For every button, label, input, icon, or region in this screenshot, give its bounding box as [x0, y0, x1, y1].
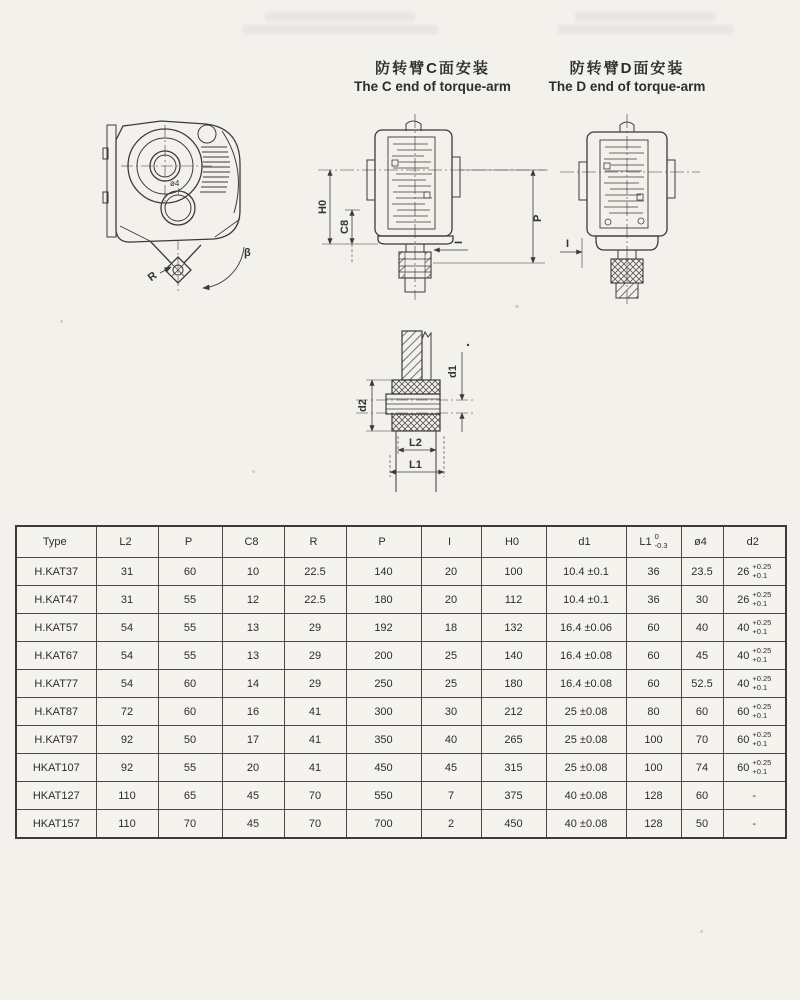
table-cell: 25 — [421, 670, 481, 698]
cell-value-with-tolerance — [505, 536, 522, 548]
tolerance-lower: +0.1 — [752, 682, 768, 692]
table-cell: 300 — [346, 698, 421, 726]
table-cell: 16.4 ±0.08 — [546, 642, 626, 670]
table-cell: 40 ±0.08 — [546, 810, 626, 839]
column-header — [421, 526, 481, 558]
tolerance-lower: +0.1 — [752, 766, 768, 776]
column-header — [723, 526, 786, 558]
tolerance-stack — [752, 563, 771, 580]
cell-value-with-tolerance — [737, 759, 771, 776]
table-cell: 80 — [626, 698, 681, 726]
table-cell: 16.4 ±0.08 — [546, 670, 626, 698]
table-cell: 54 — [96, 642, 158, 670]
tolerance-lower: -0.3 — [654, 541, 668, 550]
tolerance-stack — [752, 619, 771, 636]
cell-main-value: P — [378, 536, 386, 548]
table-row — [16, 670, 786, 698]
scan-speck — [700, 930, 703, 933]
dim-label-d-i: I — [566, 238, 570, 250]
table-cell: 25 ±0.08 — [546, 754, 626, 782]
table-cell: 100 — [481, 558, 546, 586]
tolerance-lower: +0.1 — [752, 570, 768, 580]
cell-value-with-tolerance — [244, 536, 261, 548]
table-cell: - — [723, 810, 786, 839]
cell-main-value: 40 — [737, 677, 750, 690]
tolerance-upper: +0.25 — [752, 617, 772, 627]
dim-label-c-p: P — [532, 214, 544, 222]
cell-main-value: ø4 — [694, 536, 707, 548]
column-header — [158, 526, 222, 558]
cell-main-value: H0 — [504, 536, 520, 548]
cell-main-value: d2 — [746, 536, 759, 548]
table-cell: 54 — [96, 614, 158, 642]
column-header — [284, 526, 346, 558]
column-header — [16, 526, 96, 558]
table-cell: 70 — [284, 810, 346, 839]
table-cell: 20 — [421, 586, 481, 614]
table-cell: 25 ±0.08 — [546, 726, 626, 754]
table-cell: HKAT127 — [16, 782, 96, 810]
table-cell — [723, 558, 786, 586]
table-cell: 265 — [481, 726, 546, 754]
cell-value-with-tolerance — [310, 536, 321, 548]
table-cell: 375 — [481, 782, 546, 810]
table-cell: 16 — [222, 698, 284, 726]
cell-main-value: d1 — [578, 536, 591, 548]
table-cell: 31 — [96, 558, 158, 586]
table-cell: 450 — [481, 810, 546, 839]
cell-main-value: C8 — [244, 536, 259, 548]
table-cell: 70 — [681, 726, 723, 754]
column-header — [96, 526, 158, 558]
cell-value-with-tolerance — [578, 536, 593, 548]
tolerance-upper: +0.25 — [752, 589, 772, 599]
cell-value-with-tolerance — [185, 536, 195, 548]
table-cell: 50 — [158, 726, 222, 754]
scan-speck — [252, 470, 255, 473]
table-cell: 700 — [346, 810, 421, 839]
table-cell: 60 — [158, 558, 222, 586]
table-row — [16, 782, 786, 810]
cell-value-with-tolerance — [737, 563, 771, 580]
table-cell: H.KAT47 — [16, 586, 96, 614]
table-cell: 92 — [96, 726, 158, 754]
tolerance-stack — [655, 533, 668, 550]
cell-main-value: 26 — [737, 565, 750, 578]
dim-label-r: R — [145, 269, 160, 284]
table-cell: 60 — [158, 698, 222, 726]
table-row — [16, 754, 786, 782]
table-cell: 55 — [158, 642, 222, 670]
table-cell: H.KAT67 — [16, 642, 96, 670]
tolerance-upper: 0 — [654, 532, 659, 542]
scan-speck — [60, 320, 63, 323]
tolerance-stack — [752, 591, 771, 608]
table-cell: 70 — [284, 782, 346, 810]
table-cell: H.KAT97 — [16, 726, 96, 754]
table-cell: 110 — [96, 782, 158, 810]
title-c-end-en: The C end of torque-arm — [354, 79, 511, 94]
cell-main-value: L1 — [639, 536, 652, 548]
table-cell: 55 — [158, 586, 222, 614]
table-cell: 36 — [626, 586, 681, 614]
table-cell: 10.4 ±0.1 — [546, 558, 626, 586]
table-cell: 128 — [626, 782, 681, 810]
tolerance-lower: +0.1 — [752, 738, 768, 748]
dimension-table — [15, 525, 787, 839]
table-cell: 10 — [222, 558, 284, 586]
column-header — [481, 526, 546, 558]
table-cell: 315 — [481, 754, 546, 782]
table-cell — [723, 614, 786, 642]
cell-value-with-tolerance — [43, 536, 70, 548]
table-cell: 550 — [346, 782, 421, 810]
dim-label-c-i: I — [453, 240, 465, 244]
table-cell: 192 — [346, 614, 421, 642]
title-c-end-zh: 防转臂C面安装 — [375, 60, 490, 77]
table-cell: 72 — [96, 698, 158, 726]
table-cell — [723, 586, 786, 614]
dim-label-l1: L1 — [409, 459, 422, 471]
column-header — [681, 526, 723, 558]
table-row — [16, 726, 786, 754]
table-row — [16, 586, 786, 614]
table-cell: 29 — [284, 642, 346, 670]
table-cell: 60 — [681, 698, 723, 726]
table-cell: 41 — [284, 754, 346, 782]
dim-label-d2: d2 — [357, 399, 369, 412]
table-cell — [723, 754, 786, 782]
table-cell: 112 — [481, 586, 546, 614]
cell-main-value: P — [184, 536, 193, 548]
column-header — [346, 526, 421, 558]
tolerance-upper: +0.25 — [752, 729, 772, 739]
table-cell: 60 — [626, 670, 681, 698]
c-end-view-drawing — [317, 114, 548, 300]
tolerance-lower: +0.1 — [752, 710, 768, 720]
cell-main-value: R — [309, 536, 318, 548]
table-cell: 55 — [158, 614, 222, 642]
table-cell: 10.4 ±0.1 — [546, 586, 626, 614]
dimension-table-body — [16, 558, 786, 839]
cell-value-with-tolerance — [737, 591, 771, 608]
cell-value-with-tolerance — [737, 731, 771, 748]
table-cell: 110 — [96, 810, 158, 839]
tolerance-lower: +0.1 — [752, 654, 768, 664]
cell-value-with-tolerance — [737, 703, 771, 720]
tolerance-upper: +0.25 — [752, 673, 772, 683]
cell-main-value: L2 — [119, 536, 132, 548]
table-cell: 18 — [421, 614, 481, 642]
table-cell: 25 — [421, 642, 481, 670]
table-cell: 25 ±0.08 — [546, 698, 626, 726]
table-row — [16, 810, 786, 839]
table-cell: 65 — [158, 782, 222, 810]
table-cell: H.KAT37 — [16, 558, 96, 586]
table-row — [16, 558, 786, 586]
table-cell: 54 — [96, 670, 158, 698]
cell-value-with-tolerance — [737, 619, 771, 636]
table-cell: 40 ±0.08 — [546, 782, 626, 810]
table-cell: 100 — [626, 726, 681, 754]
dim-label-c8: C8 — [339, 219, 351, 234]
cell-value-with-tolerance — [737, 647, 771, 664]
table-cell — [723, 670, 786, 698]
table-cell: 45 — [222, 810, 284, 839]
table-cell: 20 — [222, 754, 284, 782]
shaft-detail-drawing — [356, 331, 474, 492]
table-cell: H.KAT57 — [16, 614, 96, 642]
tolerance-upper: +0.25 — [752, 561, 772, 571]
table-cell: 41 — [284, 698, 346, 726]
scan-speck — [515, 305, 519, 308]
header-row — [16, 526, 786, 558]
cell-main-value: 26 — [737, 593, 750, 606]
table-row — [16, 698, 786, 726]
cell-value-with-tolerance — [639, 533, 667, 550]
table-cell: H.KAT87 — [16, 698, 96, 726]
table-cell: 100 — [626, 754, 681, 782]
tolerance-stack — [752, 675, 771, 692]
table-cell: H.KAT77 — [16, 670, 96, 698]
table-cell: 55 — [158, 754, 222, 782]
table-cell: 16.4 ±0.06 — [546, 614, 626, 642]
table-cell: HKAT107 — [16, 754, 96, 782]
dim-label-l2: L2 — [409, 437, 422, 449]
title-d-end-zh: 防转臂D面安装 — [569, 60, 685, 77]
table-cell: 250 — [346, 670, 421, 698]
table-cell: 180 — [346, 586, 421, 614]
table-cell: 140 — [481, 642, 546, 670]
table-cell: 52.5 — [681, 670, 723, 698]
table-cell: 30 — [681, 586, 723, 614]
tolerance-lower: +0.1 — [752, 626, 768, 636]
tolerance-stack — [752, 759, 771, 776]
table-cell: 45 — [222, 782, 284, 810]
table-cell: 60 — [626, 642, 681, 670]
table-cell: 14 — [222, 670, 284, 698]
tolerance-upper: +0.25 — [752, 757, 772, 767]
table-cell — [723, 726, 786, 754]
dim-label-front-dia: ø4 — [170, 179, 180, 188]
column-header — [546, 526, 626, 558]
table-cell: 13 — [222, 614, 284, 642]
table-cell: 450 — [346, 754, 421, 782]
table-cell: 23.5 — [681, 558, 723, 586]
table-cell: 40 — [681, 614, 723, 642]
table-row — [16, 642, 786, 670]
title-d-end-en: The D end of torque-arm — [548, 79, 706, 94]
table-cell: 74 — [681, 754, 723, 782]
table-cell: 180 — [481, 670, 546, 698]
tolerance-lower: +0.1 — [752, 598, 768, 608]
table-cell: 20 — [421, 558, 481, 586]
cell-main-value: 60 — [737, 761, 750, 774]
tolerance-upper: +0.25 — [752, 645, 772, 655]
table-cell: 140 — [346, 558, 421, 586]
dim-label-h0: H0 — [317, 199, 329, 214]
table-cell — [723, 642, 786, 670]
cell-main-value: Type — [42, 536, 67, 548]
table-row — [16, 614, 786, 642]
table-cell: 60 — [158, 670, 222, 698]
table-cell: 29 — [284, 670, 346, 698]
cell-value-with-tolerance — [119, 536, 134, 548]
cell-main-value: 60 — [737, 705, 750, 718]
tolerance-stack — [752, 647, 771, 664]
dimension-table-head — [16, 526, 786, 558]
table-cell: 40 — [421, 726, 481, 754]
d-end-view-drawing — [560, 114, 700, 305]
cell-main-value: 40 — [737, 621, 750, 634]
tolerance-stack — [752, 703, 771, 720]
table-cell: 128 — [626, 810, 681, 839]
table-cell: 31 — [96, 586, 158, 614]
cell-value-with-tolerance — [694, 536, 710, 548]
table-cell: 13 — [222, 642, 284, 670]
table-cell: 22.5 — [284, 586, 346, 614]
table-cell: 70 — [158, 810, 222, 839]
front-view-drawing — [103, 121, 251, 292]
table-cell: HKAT157 — [16, 810, 96, 839]
cell-main-value: 40 — [737, 649, 750, 662]
column-header — [222, 526, 284, 558]
cell-main-value: 60 — [737, 733, 750, 746]
dim-label-d1: d1 — [447, 365, 459, 378]
table-cell: 45 — [681, 642, 723, 670]
cell-value-with-tolerance — [737, 675, 771, 692]
table-cell: 41 — [284, 726, 346, 754]
table-cell: 17 — [222, 726, 284, 754]
table-cell: 29 — [284, 614, 346, 642]
cell-value-with-tolerance — [448, 536, 454, 548]
table-cell: - — [723, 782, 786, 810]
tolerance-stack — [752, 731, 771, 748]
table-cell: 60 — [681, 782, 723, 810]
cell-value-with-tolerance — [378, 536, 388, 548]
table-cell: 45 — [421, 754, 481, 782]
cell-main-value: I — [447, 536, 452, 548]
column-header — [626, 526, 681, 558]
table-cell: 132 — [481, 614, 546, 642]
table-cell: 12 — [222, 586, 284, 614]
table-cell: 36 — [626, 558, 681, 586]
table-cell: 30 — [421, 698, 481, 726]
cell-value-with-tolerance — [747, 536, 762, 548]
table-cell: 92 — [96, 754, 158, 782]
table-cell — [723, 698, 786, 726]
table-cell: 7 — [421, 782, 481, 810]
table-cell: 50 — [681, 810, 723, 839]
table-cell: 350 — [346, 726, 421, 754]
table-cell: 60 — [626, 614, 681, 642]
table-cell: 200 — [346, 642, 421, 670]
table-cell: 212 — [481, 698, 546, 726]
table-cell: 22.5 — [284, 558, 346, 586]
tolerance-upper: +0.25 — [752, 701, 772, 711]
table-cell: 2 — [421, 810, 481, 839]
dim-label-beta: β — [244, 247, 251, 259]
